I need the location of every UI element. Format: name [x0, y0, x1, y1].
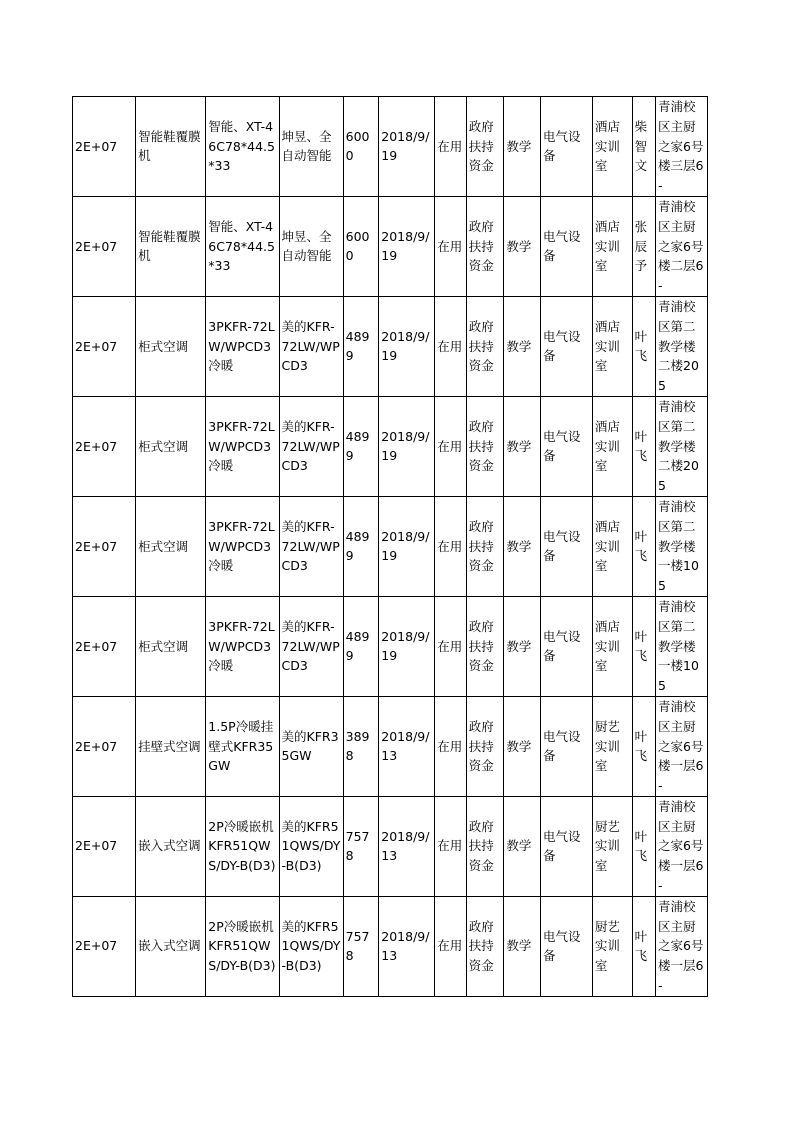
- cell-status: 在用: [435, 296, 467, 396]
- cell-category: 电气设备: [541, 296, 593, 396]
- cell-spec-model: 1.5P冷暖挂壁式KFR35GW: [206, 696, 279, 796]
- cell-room: 厨艺实训室: [592, 896, 632, 996]
- cell-usage: 教学: [504, 596, 541, 696]
- cell-custodian: 叶飞: [632, 896, 655, 996]
- cell-room: 酒店实训室: [592, 196, 632, 296]
- cell-brand: 美的KFR-72LW/WPCD3: [279, 296, 343, 396]
- cell-usage: 教学: [504, 196, 541, 296]
- cell-price: 4899: [343, 296, 379, 396]
- cell-asset-name: 柜式空调: [136, 496, 206, 596]
- cell-category: 电气设备: [541, 97, 593, 197]
- asset-table: [72, 96, 708, 997]
- cell-asset-name: 柜式空调: [136, 296, 206, 396]
- cell-date: 2018/9/13: [379, 796, 435, 896]
- cell-category: 电气设备: [541, 796, 593, 896]
- cell-room: 酒店实训室: [592, 296, 632, 396]
- cell-usage: 教学: [504, 896, 541, 996]
- cell-spec-model: 智能、XT-46C78*44.5*33: [206, 196, 279, 296]
- table-row: [73, 97, 708, 197]
- cell-brand: 美的KFR35GW: [279, 696, 343, 796]
- cell-status: 在用: [435, 796, 467, 896]
- cell-location: 青浦校区第二教学楼二楼205: [656, 396, 708, 496]
- cell-price: 6000: [343, 97, 379, 197]
- cell-category: 电气设备: [541, 896, 593, 996]
- cell-custodian: 叶飞: [632, 796, 655, 896]
- cell-custodian: 叶飞: [632, 296, 655, 396]
- table-body: [73, 97, 708, 997]
- cell-asset-id: 2E+07: [73, 97, 136, 197]
- cell-fund-source: 政府扶持资金: [466, 196, 504, 296]
- cell-date: 2018/9/19: [379, 596, 435, 696]
- cell-custodian: 柴智文: [632, 97, 655, 197]
- cell-fund-source: 政府扶持资金: [466, 796, 504, 896]
- cell-fund-source: 政府扶持资金: [466, 496, 504, 596]
- cell-price: 4899: [343, 596, 379, 696]
- cell-status: 在用: [435, 596, 467, 696]
- cell-asset-id: 2E+07: [73, 596, 136, 696]
- cell-location: 青浦校区主厨之家6号楼二层6-: [656, 196, 708, 296]
- cell-asset-name: 柜式空调: [136, 396, 206, 496]
- cell-location: 青浦校区主厨之家6号楼一层6-: [656, 896, 708, 996]
- cell-location: 青浦校区第二教学楼一楼105: [656, 496, 708, 596]
- cell-date: 2018/9/19: [379, 496, 435, 596]
- cell-location: 青浦校区主厨之家6号楼三层6-: [656, 97, 708, 197]
- cell-category: 电气设备: [541, 496, 593, 596]
- cell-brand: 美的KFR51QWS/DY-B(D3): [279, 896, 343, 996]
- table-row: [73, 596, 708, 696]
- cell-usage: 教学: [504, 796, 541, 896]
- cell-price: 6000: [343, 196, 379, 296]
- cell-location: 青浦校区第二教学楼一楼105: [656, 596, 708, 696]
- cell-status: 在用: [435, 196, 467, 296]
- cell-status: 在用: [435, 396, 467, 496]
- cell-fund-source: 政府扶持资金: [466, 97, 504, 197]
- cell-status: 在用: [435, 97, 467, 197]
- cell-asset-name: 智能鞋覆膜机: [136, 196, 206, 296]
- cell-category: 电气设备: [541, 396, 593, 496]
- cell-asset-id: 2E+07: [73, 796, 136, 896]
- cell-brand: 美的KFR-72LW/WPCD3: [279, 396, 343, 496]
- cell-brand: 美的KFR-72LW/WPCD3: [279, 496, 343, 596]
- cell-spec-model: 3PKFR-72LW/WPCD3冷暖: [206, 396, 279, 496]
- cell-date: 2018/9/19: [379, 396, 435, 496]
- cell-asset-name: 挂壁式空调: [136, 696, 206, 796]
- cell-custodian: 叶飞: [632, 696, 655, 796]
- cell-custodian: 叶飞: [632, 596, 655, 696]
- cell-asset-id: 2E+07: [73, 296, 136, 396]
- cell-usage: 教学: [504, 97, 541, 197]
- cell-date: 2018/9/13: [379, 696, 435, 796]
- cell-usage: 教学: [504, 296, 541, 396]
- cell-room: 酒店实训室: [592, 596, 632, 696]
- cell-date: 2018/9/19: [379, 196, 435, 296]
- cell-room: 酒店实训室: [592, 496, 632, 596]
- table-row: [73, 196, 708, 296]
- cell-date: 2018/9/19: [379, 296, 435, 396]
- cell-price: 7578: [343, 796, 379, 896]
- cell-custodian: 张辰予: [632, 196, 655, 296]
- cell-room: 厨艺实训室: [592, 796, 632, 896]
- table-row: [73, 796, 708, 896]
- cell-status: 在用: [435, 696, 467, 796]
- cell-asset-id: 2E+07: [73, 496, 136, 596]
- cell-asset-name: 柜式空调: [136, 596, 206, 696]
- cell-fund-source: 政府扶持资金: [466, 696, 504, 796]
- cell-price: 4899: [343, 496, 379, 596]
- cell-status: 在用: [435, 896, 467, 996]
- cell-asset-id: 2E+07: [73, 396, 136, 496]
- cell-location: 青浦校区第二教学楼二楼205: [656, 296, 708, 396]
- cell-spec-model: 2P冷暖嵌机KFR51QWS/DY-B(D3): [206, 796, 279, 896]
- cell-brand: 美的KFR-72LW/WPCD3: [279, 596, 343, 696]
- table-row: [73, 896, 708, 996]
- cell-spec-model: 智能、XT-46C78*44.5*33: [206, 97, 279, 197]
- cell-room: 酒店实训室: [592, 396, 632, 496]
- cell-location: 青浦校区主厨之家6号楼一层6-: [656, 696, 708, 796]
- cell-date: 2018/9/13: [379, 896, 435, 996]
- cell-brand: 坤昱、全自动智能: [279, 97, 343, 197]
- cell-custodian: 叶飞: [632, 496, 655, 596]
- cell-price: 4899: [343, 396, 379, 496]
- cell-room: 酒店实训室: [592, 97, 632, 197]
- cell-asset-id: 2E+07: [73, 196, 136, 296]
- cell-price: 7578: [343, 896, 379, 996]
- cell-fund-source: 政府扶持资金: [466, 596, 504, 696]
- cell-category: 电气设备: [541, 596, 593, 696]
- cell-usage: 教学: [504, 696, 541, 796]
- cell-asset-id: 2E+07: [73, 896, 136, 996]
- cell-spec-model: 3PKFR-72LW/WPCD3冷暖: [206, 496, 279, 596]
- cell-spec-model: 3PKFR-72LW/WPCD3冷暖: [206, 296, 279, 396]
- cell-asset-name: 嵌入式空调: [136, 796, 206, 896]
- cell-spec-model: 2P冷暖嵌机KFR51QWS/DY-B(D3): [206, 896, 279, 996]
- cell-asset-name: 智能鞋覆膜机: [136, 97, 206, 197]
- cell-fund-source: 政府扶持资金: [466, 296, 504, 396]
- cell-location: 青浦校区主厨之家6号楼一层6-: [656, 796, 708, 896]
- cell-asset-name: 嵌入式空调: [136, 896, 206, 996]
- cell-room: 厨艺实训室: [592, 696, 632, 796]
- cell-status: 在用: [435, 496, 467, 596]
- cell-category: 电气设备: [541, 696, 593, 796]
- table-row: [73, 296, 708, 396]
- table-row: [73, 496, 708, 596]
- cell-spec-model: 3PKFR-72LW/WPCD3冷暖: [206, 596, 279, 696]
- cell-price: 3898: [343, 696, 379, 796]
- cell-usage: 教学: [504, 496, 541, 596]
- table-row: [73, 696, 708, 796]
- table-row: [73, 396, 708, 496]
- cell-custodian: 叶飞: [632, 396, 655, 496]
- cell-date: 2018/9/19: [379, 97, 435, 197]
- cell-brand: 美的KFR51QWS/DY-B(D3): [279, 796, 343, 896]
- cell-category: 电气设备: [541, 196, 593, 296]
- cell-fund-source: 政府扶持资金: [466, 896, 504, 996]
- cell-asset-id: 2E+07: [73, 696, 136, 796]
- cell-usage: 教学: [504, 396, 541, 496]
- cell-fund-source: 政府扶持资金: [466, 396, 504, 496]
- cell-brand: 坤昱、全自动智能: [279, 196, 343, 296]
